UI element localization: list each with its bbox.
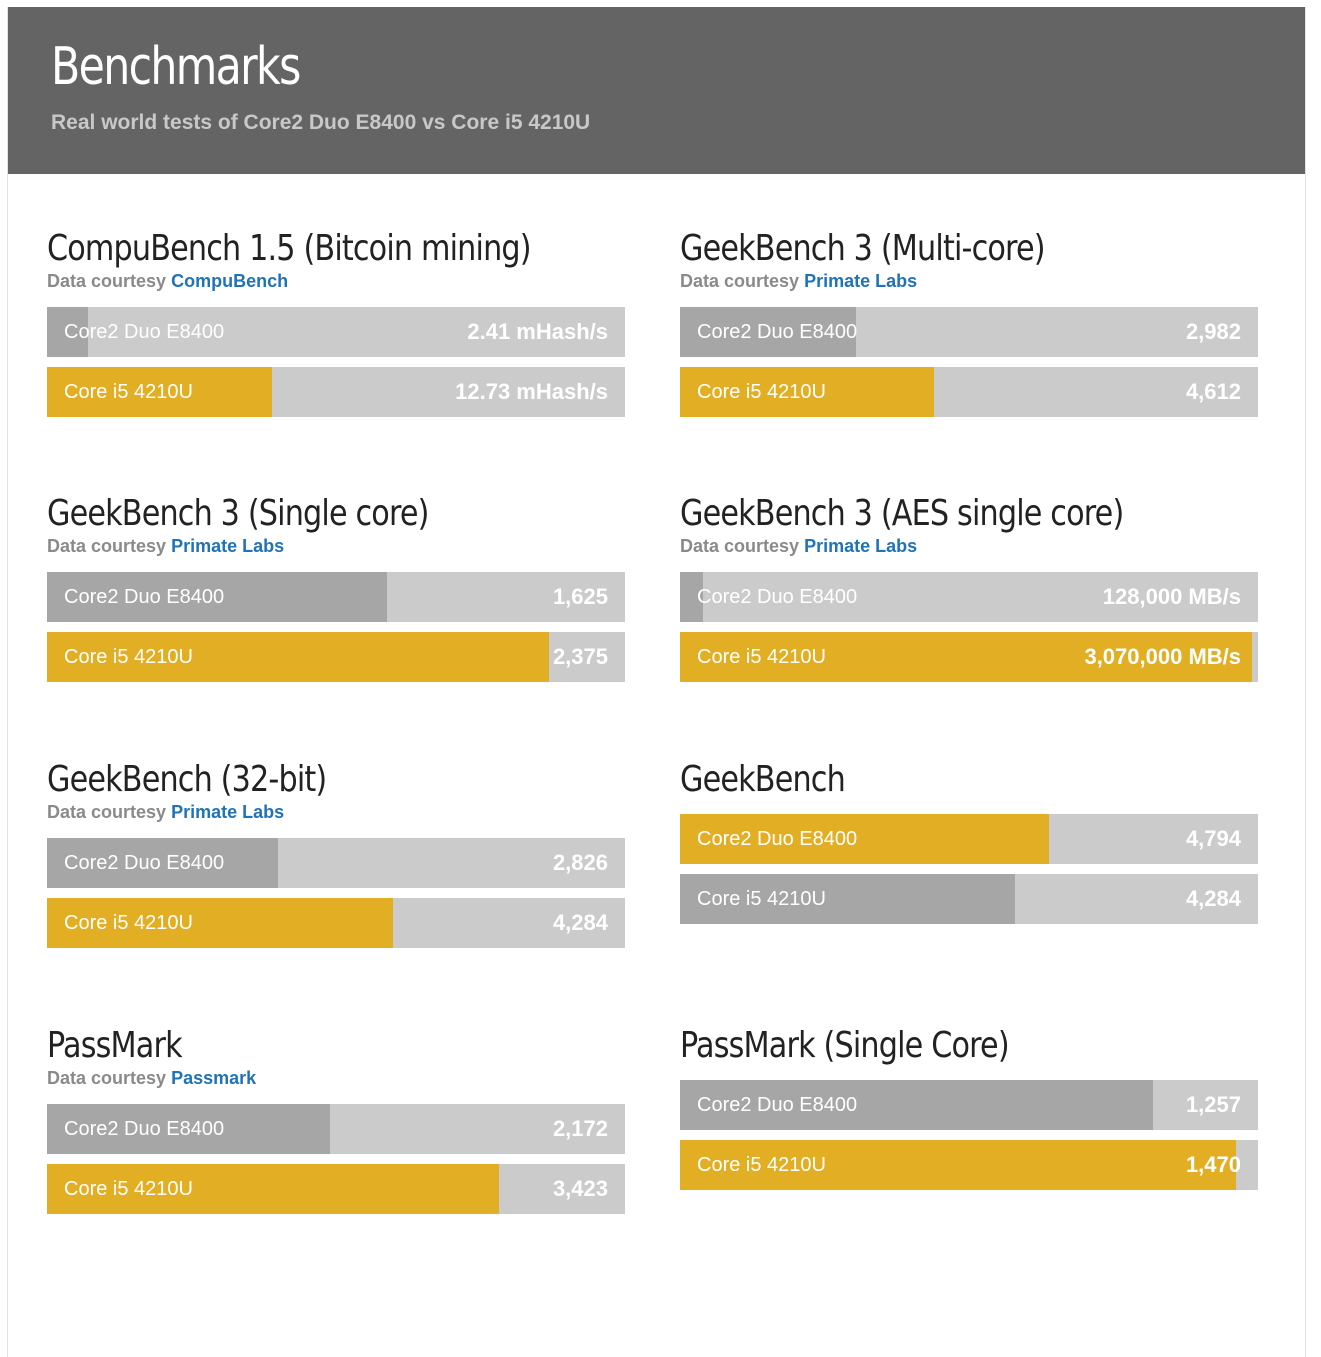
bar-row xyxy=(680,367,1258,417)
bar-row xyxy=(680,307,1258,357)
bar-row xyxy=(47,1104,625,1154)
benchmark-title: CompuBench 1.5 (Bitcoin mining) xyxy=(47,228,531,269)
bar-label: Core i5 4210U xyxy=(697,381,826,403)
benchmarks-page xyxy=(7,7,1306,1357)
courtesy-link[interactable]: Primate Labs xyxy=(171,536,285,556)
bar-value: 1,470 xyxy=(1185,1152,1241,1177)
bar-group xyxy=(680,814,1258,934)
courtesy-link[interactable]: Passmark xyxy=(171,1068,257,1088)
benchmark-title: GeekBench (32-bit) xyxy=(47,759,327,800)
data-courtesy xyxy=(47,536,284,557)
page-subtitle: Real world tests of Core2 Duo E8400 vs Core i5 4210U xyxy=(51,111,591,134)
benchmark-title: GeekBench 3 (Multi-core) xyxy=(680,228,1045,269)
data-courtesy xyxy=(680,271,917,292)
bar-value: 128,000 MB/s xyxy=(1102,584,1241,609)
bar-label: Core2 Duo E8400 xyxy=(697,1094,858,1116)
bar-label: Core i5 4210U xyxy=(64,381,193,403)
bar-label: Core i5 4210U xyxy=(697,1154,826,1176)
bar-value: 4,284 xyxy=(1185,886,1241,911)
bar-label: Core2 Duo E8400 xyxy=(697,586,858,608)
courtesy-prefix: Data courtesy xyxy=(47,536,167,556)
courtesy-prefix: Data courtesy xyxy=(680,536,800,556)
bar-row xyxy=(47,898,625,948)
bar-value: 1,625 xyxy=(552,584,608,609)
bar-group xyxy=(680,307,1258,427)
bar-label: Core2 Duo E8400 xyxy=(64,852,225,874)
bar-group xyxy=(680,1080,1258,1200)
courtesy-prefix: Data courtesy xyxy=(47,802,167,822)
bar-row xyxy=(47,838,625,888)
bar-row xyxy=(47,632,625,682)
courtesy-prefix: Data courtesy xyxy=(680,271,800,291)
bar-row xyxy=(680,1140,1258,1190)
bar-value: 4,794 xyxy=(1185,826,1241,851)
courtesy-link[interactable]: Primate Labs xyxy=(171,802,285,822)
bar-group xyxy=(47,838,625,958)
bar-value: 12.73 mHash/s xyxy=(455,379,608,404)
bar-group xyxy=(47,307,625,427)
bar-value: 4,612 xyxy=(1185,379,1241,404)
bar-row xyxy=(680,874,1258,924)
courtesy-link[interactable]: Primate Labs xyxy=(804,271,918,291)
bar-label: Core2 Duo E8400 xyxy=(64,586,225,608)
data-courtesy xyxy=(47,1068,256,1089)
bar-label: Core2 Duo E8400 xyxy=(64,321,225,343)
bar-value: 2,172 xyxy=(552,1116,608,1141)
bar-row xyxy=(680,1080,1258,1130)
bar-value: 1,257 xyxy=(1185,1092,1241,1117)
benchmark-title: GeekBench 3 (AES single core) xyxy=(680,493,1124,534)
courtesy-prefix: Data courtesy xyxy=(47,271,167,291)
bar-label: Core i5 4210U xyxy=(64,912,193,934)
bar-row xyxy=(680,572,1258,622)
bar-label: Core2 Duo E8400 xyxy=(697,828,858,850)
bar-value: 3,070,000 MB/s xyxy=(1084,644,1241,669)
bar-value: 2,375 xyxy=(552,644,608,669)
bar-value: 2,826 xyxy=(552,850,608,875)
bar-label: Core i5 4210U xyxy=(697,888,826,910)
data-courtesy xyxy=(47,802,284,823)
bar-group xyxy=(680,572,1258,692)
benchmark-title: PassMark (Single Core) xyxy=(680,1025,1009,1066)
benchmark-title: GeekBench 3 (Single core) xyxy=(47,493,429,534)
bar-row xyxy=(47,572,625,622)
bar-value: 2,982 xyxy=(1185,319,1241,344)
courtesy-prefix: Data courtesy xyxy=(47,1068,167,1088)
bar-label: Core2 Duo E8400 xyxy=(697,321,858,343)
page-title: Benchmarks xyxy=(51,37,300,97)
bar-label: Core i5 4210U xyxy=(64,646,193,668)
bar-value: 3,423 xyxy=(552,1176,608,1201)
bar-row xyxy=(680,814,1258,864)
bar-label: Core i5 4210U xyxy=(697,646,826,668)
bar-value: 2.41 mHash/s xyxy=(467,319,608,344)
benchmark-title: GeekBench xyxy=(680,759,845,800)
bar-label: Core2 Duo E8400 xyxy=(64,1118,225,1140)
bar-row xyxy=(47,367,625,417)
bar-value: 4,284 xyxy=(552,910,608,935)
page-header xyxy=(8,7,1305,174)
bar-group xyxy=(47,572,625,692)
bar-label: Core i5 4210U xyxy=(64,1178,193,1200)
data-courtesy xyxy=(680,536,917,557)
data-courtesy xyxy=(47,271,288,292)
bar-row xyxy=(680,632,1258,682)
bar-row xyxy=(47,307,625,357)
bar-group xyxy=(47,1104,625,1224)
benchmark-title: PassMark xyxy=(47,1025,182,1066)
courtesy-link[interactable]: Primate Labs xyxy=(804,536,918,556)
bar-row xyxy=(47,1164,625,1214)
courtesy-link[interactable]: CompuBench xyxy=(171,271,289,291)
